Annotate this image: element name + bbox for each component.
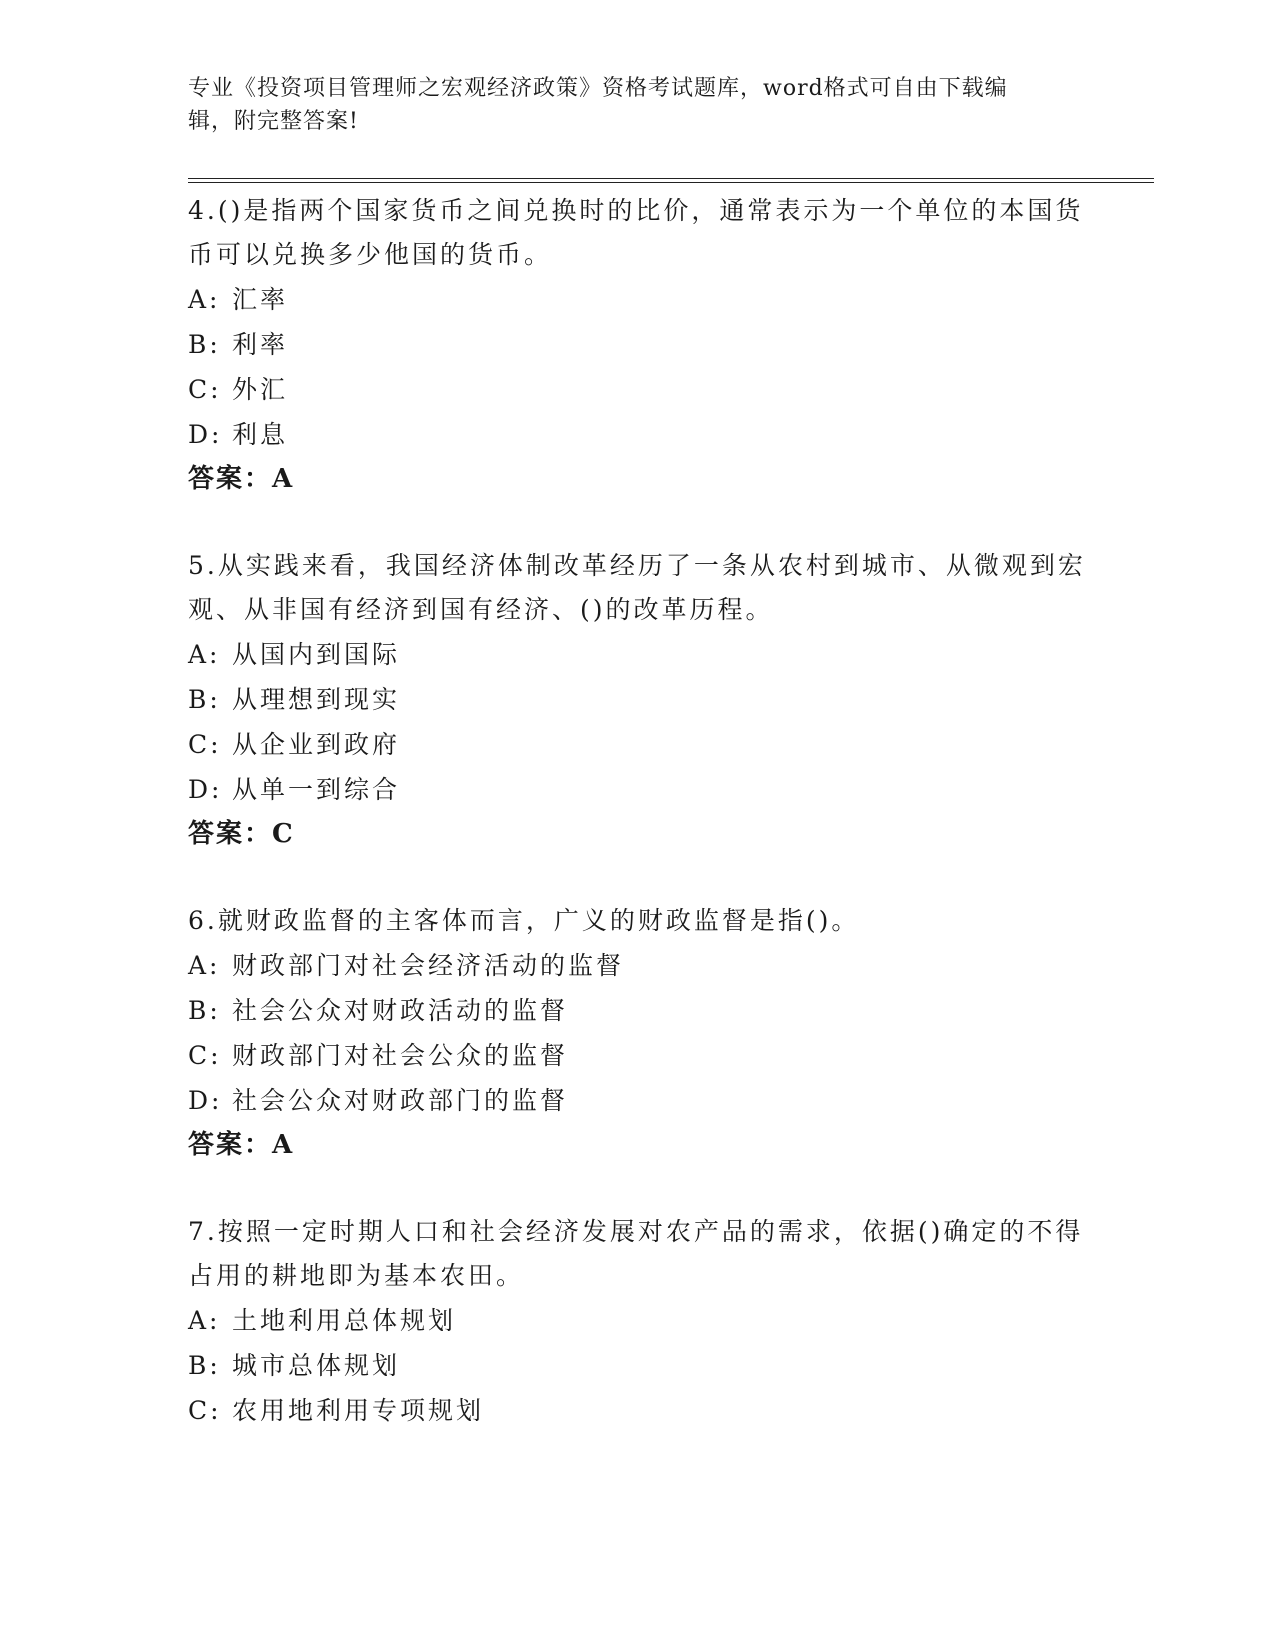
option-text: 从国内到国际 [232, 640, 401, 669]
question-stem: 6.就财政监督的主客体而言，广义的财政监督是指()。 [188, 906, 860, 935]
document-header [188, 72, 1068, 138]
answer-option [188, 632, 1088, 677]
question-answer: 答案：C [188, 819, 295, 849]
answer-option [188, 1078, 1088, 1123]
answer-option [188, 1033, 1088, 1078]
question-answer: 答案：A [188, 464, 295, 494]
option-letter: C: [188, 375, 222, 404]
option-letter: A: [188, 1306, 221, 1335]
answer-option [188, 677, 1088, 722]
question-item [188, 189, 1088, 502]
option-letter: D: [188, 1086, 223, 1115]
option-text: 从理想到现实 [232, 685, 401, 714]
option-letter: A: [188, 951, 221, 980]
option-letter: B: [188, 685, 221, 714]
answer-option [188, 277, 1088, 322]
option-letter: D: [188, 775, 223, 804]
answer-option [188, 1298, 1088, 1343]
header-line-2: 辑，附完整答案! [188, 109, 359, 134]
option-letter: C: [188, 1396, 222, 1425]
answer-option [188, 367, 1088, 412]
question-stem: 4.()是指两个国家货币之间兑换时的比价，通常表示为一个单位的本国货币可以兑换多少他国的货币。 [188, 196, 1084, 269]
option-text: 外汇 [232, 375, 289, 404]
option-letter: C: [188, 1041, 222, 1070]
option-text: 财政部门对社会公众的监督 [232, 1041, 569, 1070]
answer-option [188, 412, 1088, 457]
question-answer: 答案：A [188, 1130, 295, 1160]
header-divider [188, 178, 1154, 183]
answer-option [188, 988, 1088, 1033]
answer-option [188, 722, 1088, 767]
answer-option [188, 322, 1088, 367]
question-item [188, 899, 1088, 1168]
option-letter: A: [188, 285, 221, 314]
question-list [188, 189, 1088, 1475]
option-letter: D: [188, 420, 223, 449]
option-text: 财政部门对社会经济活动的监督 [232, 951, 625, 980]
option-text: 汇率 [232, 285, 289, 314]
option-text: 农用地利用专项规划 [232, 1396, 485, 1425]
option-text: 从单一到综合 [232, 775, 401, 804]
question-item [188, 544, 1088, 857]
option-letter: B: [188, 330, 221, 359]
option-text: 从企业到政府 [232, 730, 401, 759]
answer-option [188, 767, 1088, 812]
option-text: 利率 [232, 330, 289, 359]
question-stem: 5.从实践来看，我国经济体制改革经历了一条从农村到城市、从微观到宏观、从非国有经济到国有经济、()的改革历程。 [188, 551, 1086, 624]
option-letter: A: [188, 640, 221, 669]
question-item [188, 1210, 1088, 1433]
option-letter: B: [188, 996, 221, 1025]
question-stem: 7.按照一定时期人口和社会经济发展对农产品的需求，依据()确定的不得占用的耕地即为基本农田。 [188, 1217, 1084, 1290]
option-text: 社会公众对财政部门的监督 [232, 1086, 569, 1115]
answer-option [188, 943, 1088, 988]
answer-option [188, 1343, 1088, 1388]
option-text: 利息 [232, 420, 289, 449]
answer-option [188, 1388, 1088, 1433]
header-line-1: 专业《投资项目管理师之宏观经济政策》资格考试题库，word格式可自由下载编 [188, 76, 1008, 101]
option-text: 城市总体规划 [232, 1351, 401, 1380]
option-letter: C: [188, 730, 222, 759]
option-text: 土地利用总体规划 [232, 1306, 457, 1335]
option-letter: B: [188, 1351, 221, 1380]
option-text: 社会公众对财政活动的监督 [232, 996, 569, 1025]
